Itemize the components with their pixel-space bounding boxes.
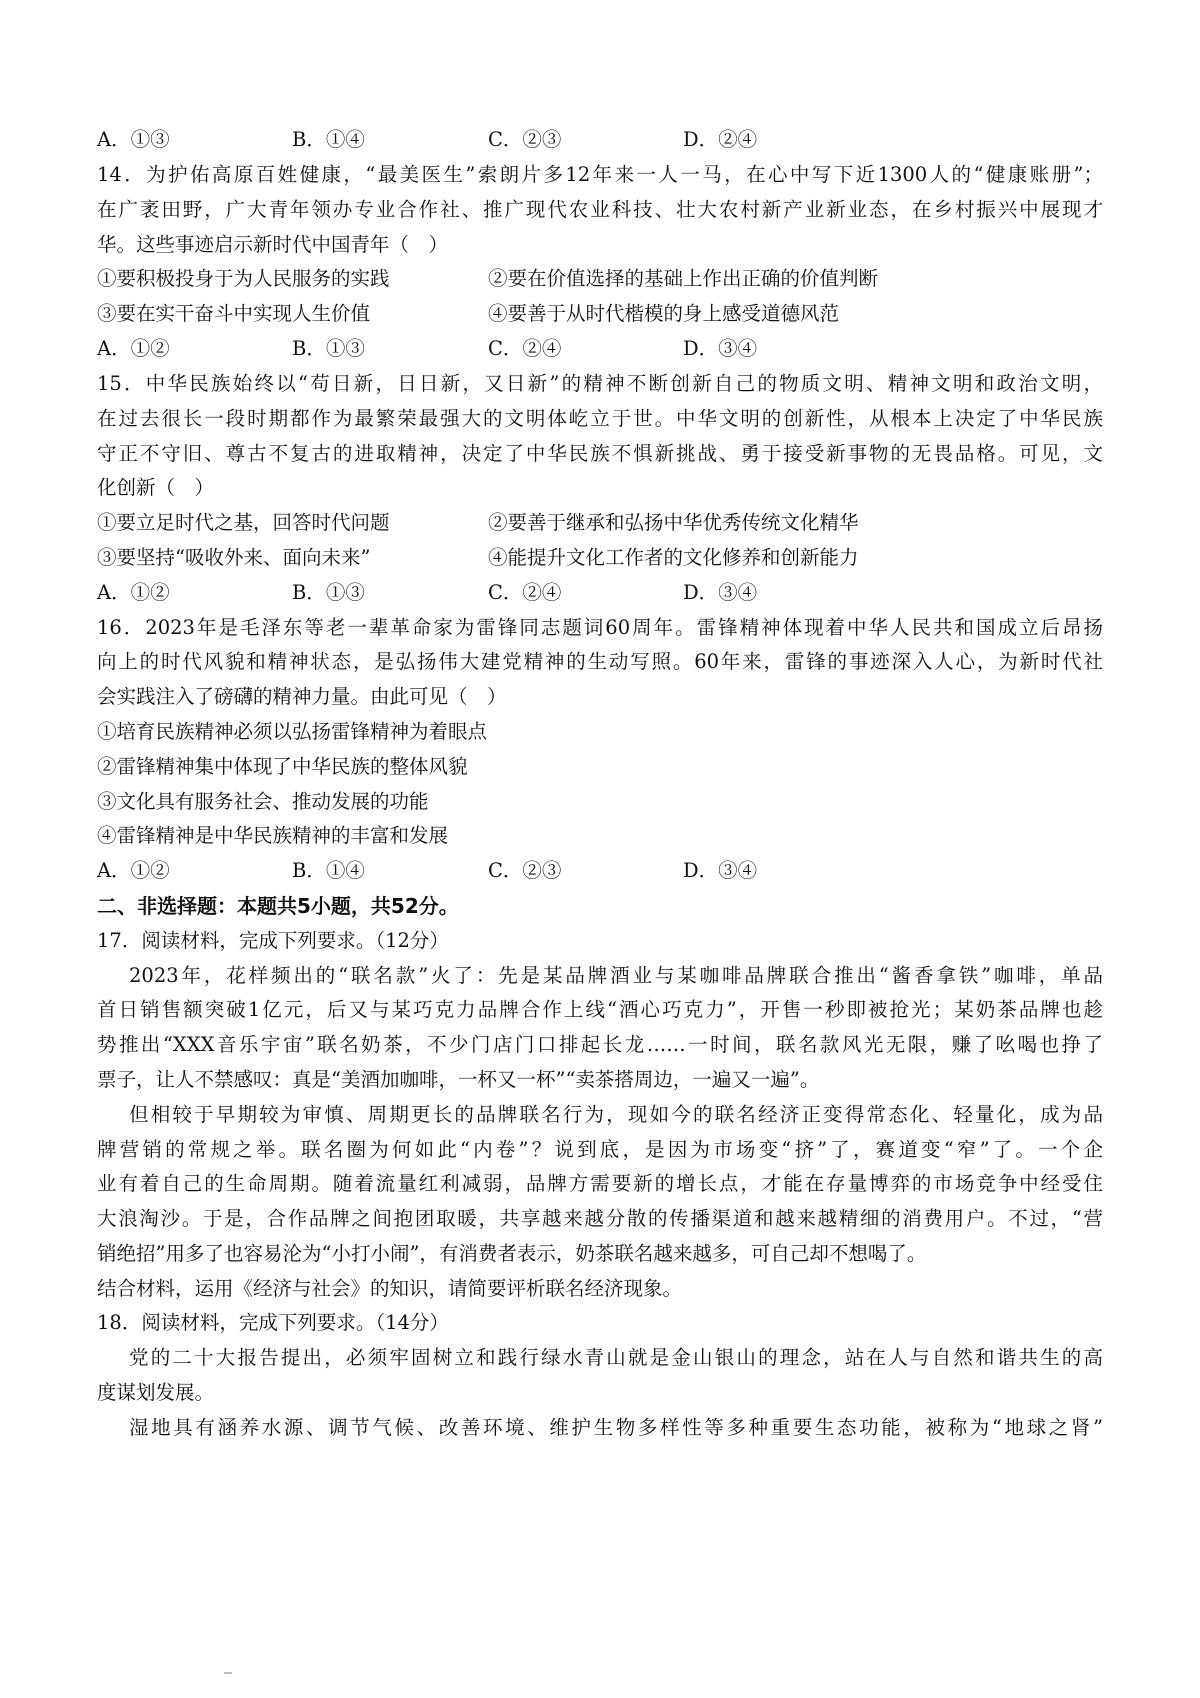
q17-material-line: 首日销售额突破1亿元，后又与某巧克力品牌合作上线“酒心巧克力”，开售一秒即被抢光；某奶茶品牌也趁 [97, 998, 1103, 1021]
q18-material-line: 党的二十大报告提出，必须牢固树立和践行绿水青山就是金山银山的理念，站在人与自然和谐共生的高 [129, 1346, 1103, 1369]
q16-option-b: B．①④ [292, 859, 365, 882]
q13-option-a: A．①③ [97, 128, 170, 151]
q18-title: 18．阅读材料，完成下列要求。（14分） [97, 1311, 449, 1334]
q14-item-2: ②要在价值选择的基础上作出正确的价值判断 [488, 267, 879, 290]
q17-material-line: 势推出“XXX音乐宇宙”联名奶茶，不少门店门口排起长龙……一时间，联名款风光无限，赚了吆喝也挣了 [97, 1033, 1103, 1056]
q17-material-line: 牌营销的常规之举。联名圈为何如此“内卷”？说到底，是因为市场变“挤”了，赛道变“窄”了。一个企 [97, 1138, 1103, 1161]
q14-option-b: B．①③ [292, 337, 365, 360]
q14-stem-line: 在广袤田野，广大青年领办专业合作社、推广现代农业科技、壮大农村新产业新业态，在乡村振兴中展现才 [97, 198, 1103, 221]
q14-item-4: ④要善于从时代楷模的身上感受道德风范 [488, 302, 840, 325]
q15-stem-line: 守正不守旧、尊古不复古的进取精神，决定了中华民族不惧新挑战、勇于接受新事物的无畏品格。可见，文 [97, 442, 1103, 465]
q16-stem-line: 向上的时代风貌和精神状态，是弘扬伟大建党精神的生动写照。60年来，雷锋的事迹深入人心，为新时代社 [97, 650, 1103, 673]
section-heading: 二、非选择题：本题共5小题，共52分。 [97, 894, 459, 918]
q14-item-1: ①要积极投身于为人民服务的实践 [97, 267, 390, 290]
q13-option-d: D．②④ [683, 128, 758, 151]
q13-option-b: B．①④ [292, 128, 365, 151]
q16-item-1: ①培育民族精神必须以弘扬雷锋精神为着眼点 [97, 720, 488, 743]
footer-mark [224, 1672, 232, 1674]
q16-option-c: C．②③ [488, 859, 562, 882]
q16-item-2: ②雷锋精神集中体现了中华民族的整体风貌 [97, 755, 468, 778]
q14-option-c: C．②④ [488, 337, 562, 360]
q15-item-1: ①要立足时代之基，回答时代问题 [97, 511, 390, 534]
q16-item-4: ④雷锋精神是中华民族精神的丰富和发展 [97, 824, 449, 847]
q17-material-line: 业有着自己的生命周期。随着流量红利减弱，品牌方需要新的增长点，才能在存量博弈的市场竞争中经受住 [97, 1172, 1103, 1195]
q16-stem-line: 16．2023年是毛泽东等老一辈革命家为雷锋同志题词60周年。雷锋精神体现着中华人民共和国成立后昂扬 [97, 616, 1103, 639]
q15-item-2: ②要善于继承和弘扬中华优秀传统文化精华 [488, 511, 859, 534]
q14-stem-line: 华。这些事迹启示新时代中国青年（ ） [97, 233, 449, 256]
q15-option-d: D．③④ [683, 581, 758, 604]
q18-material-line: 度谋划发展。 [97, 1381, 215, 1404]
q14-item-3: ③要在实干奋斗中实现人生价值 [97, 302, 371, 325]
q15-option-b: B．①③ [292, 581, 365, 604]
q17-title: 17．阅读材料，完成下列要求。（12分） [97, 929, 449, 952]
q16-option-a: A．①② [97, 859, 170, 882]
q17-material-line: 2023年，花样频出的“联名款”火了：先是某品牌酒业与某咖啡品牌联合推出“酱香拿铁”咖啡，单品 [129, 964, 1103, 987]
q14-stem-line: 14．为护佑高原百姓健康，“最美医生”索朗片多12年来一人一马，在心中写下近1300人的“健康账册”； [97, 163, 1103, 186]
q17-ask: 结合材料，运用《经济与社会》的知识，请简要评析联名经济现象。 [97, 1277, 683, 1300]
q14-option-d: D．③④ [683, 337, 758, 360]
q15-option-c: C．②④ [488, 581, 562, 604]
q13-option-c: C．②③ [488, 128, 562, 151]
q15-stem-line: 15．中华民族始终以“苟日新，日日新，又日新”的精神不断创新自己的物质文明、精神文明和政治文明， [97, 372, 1103, 395]
q15-stem-line: 化创新（ ） [97, 476, 215, 499]
q15-item-3: ③要坚持“吸收外来、面向未来” [97, 546, 371, 569]
q17-material-line: 大浪淘沙。于是，合作品牌之间抱团取暖，共享越来越分散的传播渠道和越来越精细的消费用户。不过，“营 [97, 1207, 1103, 1230]
q15-option-a: A．①② [97, 581, 170, 604]
q16-item-3: ③文化具有服务社会、推动发展的功能 [97, 790, 429, 813]
q17-material-line: 但相较于早期较为审慎、周期更长的品牌联名行为，现如今的联名经济正变得常态化、轻量化，成为品 [129, 1103, 1103, 1126]
q17-material-line: 销绝招”用多了也容易沦为“小打小闹”，有消费者表示，奶茶联名越来越多，可自己却不想喝了。 [97, 1242, 927, 1265]
q18-material-line: 湿地具有涵养水源、调节气候、改善环境、维护生物多样性等多种重要生态功能，被称为“地球之肾” [129, 1416, 1103, 1439]
q14-option-a: A．①② [97, 337, 170, 360]
q17-material-line: 票子，让人不禁感叹：真是“美酒加咖啡，一杯又一杯”“卖茶搭周边，一遍又一遍”。 [97, 1068, 820, 1091]
q15-item-4: ④能提升文化工作者的文化修养和创新能力 [488, 546, 859, 569]
q16-stem-line: 会实践注入了磅礴的精神力量。由此可见（ ） [97, 685, 507, 708]
q16-option-d: D．③④ [683, 859, 758, 882]
q15-stem-line: 在过去很长一段时期都作为最繁荣最强大的文明体屹立于世。中华文明的创新性，从根本上决定了中华民族 [97, 407, 1103, 430]
